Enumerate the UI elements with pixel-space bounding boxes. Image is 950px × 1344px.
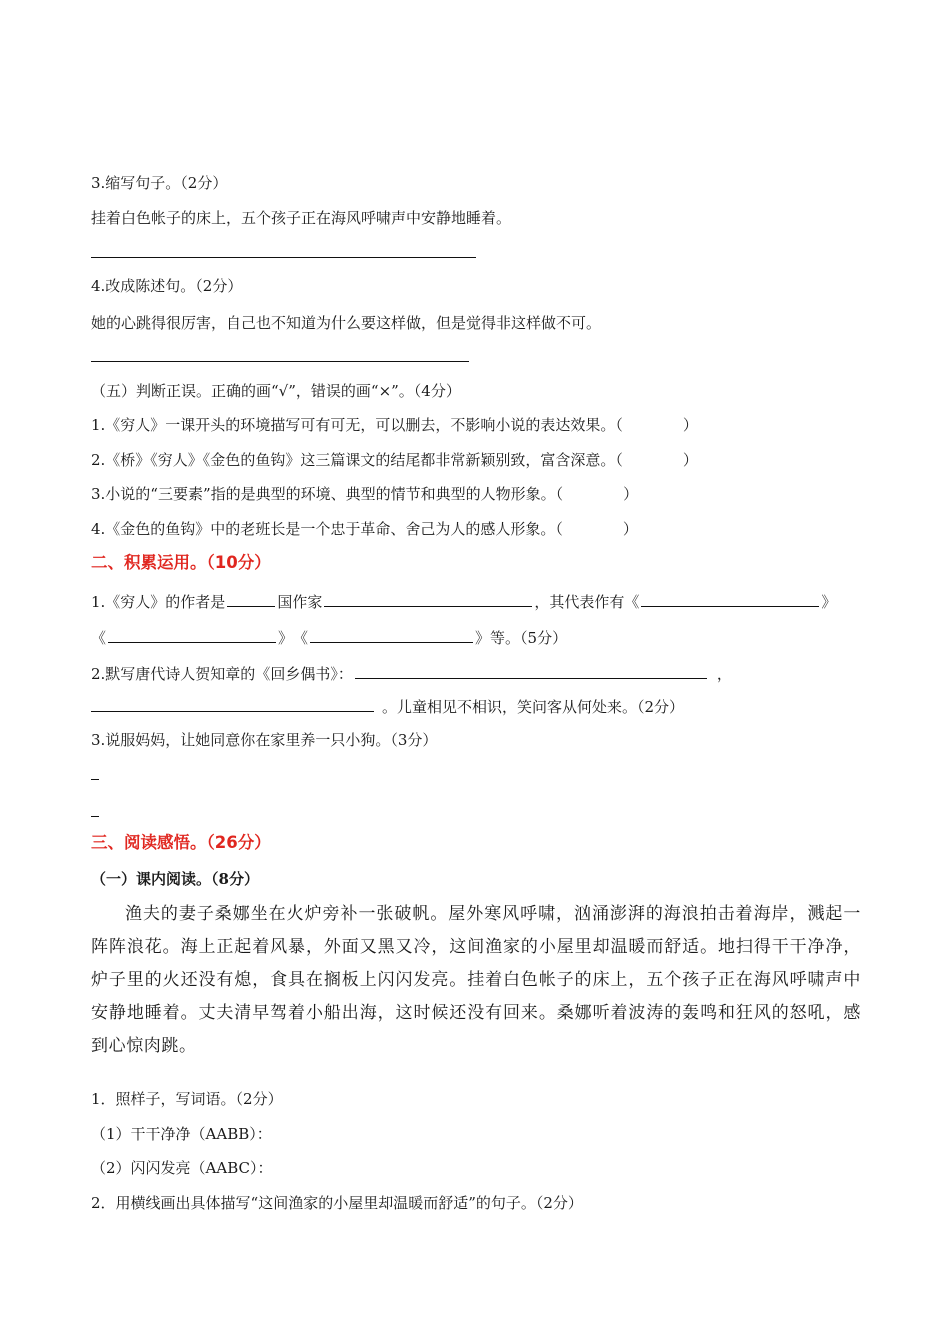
s2-q1-text-a: 1.《穷人》的作者是 <box>91 593 226 611</box>
s2-q1-line1 <box>91 590 836 612</box>
judge-item-4[interactable]: 4.《金色的鱼钩》中的老班长是一个忠于革命、舍己为人的感人形象。（ ） <box>91 520 638 538</box>
work-blank-3[interactable] <box>310 626 473 643</box>
s2-q1-text-g: 》等。（5分） <box>475 629 568 647</box>
work-blank-1[interactable] <box>641 590 819 607</box>
s2-q2-line1 <box>91 662 732 684</box>
s2-q1-line2 <box>91 626 567 648</box>
judge-title: （五）判断正误。正确的画“√”，错误的画“×”。（4分） <box>91 382 461 400</box>
section2-title: 二、积累运用。（10分） <box>91 553 271 572</box>
judge-item-2[interactable]: 2.《桥》《穷人》《金色的鱼钩》这三篇课文的结尾都非常新颖别致，富含深意。（ ） <box>91 451 698 469</box>
q3-title: 3.缩写句子。（2分） <box>91 174 228 192</box>
reading-passage: 渔夫的妻子桑娜坐在火炉旁补一张破帆。屋外寒风呼啸，汹涌澎湃的海浪拍击着海岸，溅起一阵阵浪花。海上正起着风暴，外面又黑又冷，这间渔家的小屋里却温暖而舒适。地扫得干干净净，炉子里的火还没有熄，食具在搁板上闪闪发亮。挂着白色帐子的床上，五个孩子正在海风呼啸声中安静地睡着。丈夫清早驾着小船出海，这时候还没有回来。桑娜听着波涛的轰鸣和狂风的怒吼，感到心惊肉跳。 <box>91 904 861 1056</box>
q3-sentence: 挂着白色帐子的床上，五个孩子正在海风呼啸声中安静地睡着。 <box>91 209 512 227</box>
s3-q1-1[interactable]: （1）干干净净（AABB）： <box>91 1125 272 1143</box>
s2-q2-line2 <box>91 695 684 717</box>
q3-answer-line[interactable] <box>91 257 476 258</box>
judge-item-1[interactable]: 1.《穷人》一课开头的环境描写可有可无，可以删去，不影响小说的表达效果。（ ） <box>91 416 698 434</box>
s2-q2-text-a: 2.默写唐代诗人贺知章的《回乡偶书》： <box>91 665 353 683</box>
s2-q2-text-b: ， <box>716 665 732 683</box>
s2-q1-text-b: 国作家 <box>277 593 323 611</box>
s2-q2-text-c: 。儿童相见不相识，笑问客从何处来。（2分） <box>382 698 685 716</box>
q4-answer-line[interactable] <box>91 361 469 362</box>
s2-q1-text-f: 》 《 <box>278 629 309 647</box>
judge-item-3[interactable]: 3.小说的“三要素”指的是典型的环境、典型的情节和典型的人物形象。（ ） <box>91 485 639 503</box>
section3-sub1: （一）课内阅读。（8分） <box>91 870 259 888</box>
nationality-blank[interactable] <box>324 590 532 607</box>
s2-q1-text-d: 》 <box>821 593 837 611</box>
poem-blank-2[interactable] <box>91 695 374 712</box>
q4-sentence: 她的心跳得很厉害，自己也不知道为什么要这样做，但是觉得非这样做不可。 <box>91 314 602 332</box>
s2-q1-text-c: ，其代表作有《 <box>534 593 640 611</box>
s2-q1-text-e: 《 <box>91 629 107 647</box>
s2-q3-answer-mark-1[interactable] <box>91 779 99 780</box>
s3-q1: 1．照样子，写词语。（2分） <box>91 1090 283 1108</box>
s3-q1-2[interactable]: （2）闪闪发亮（AABC）： <box>91 1159 273 1177</box>
poem-blank-1[interactable] <box>355 662 707 679</box>
s2-q3: 3.说服妈妈，让她同意你在家里养一只小狗。（3分） <box>91 731 438 749</box>
section3-title: 三、阅读感悟。（26分） <box>91 833 271 852</box>
author-blank[interactable] <box>227 590 275 607</box>
s2-q3-answer-mark-2[interactable] <box>91 816 99 817</box>
q4-title: 4.改成陈述句。（2分） <box>91 277 243 295</box>
s3-q2: 2．用横线画出具体描写“这间渔家的小屋里却温暖而舒适”的句子。（2分） <box>91 1194 583 1212</box>
work-blank-2[interactable] <box>108 626 276 643</box>
